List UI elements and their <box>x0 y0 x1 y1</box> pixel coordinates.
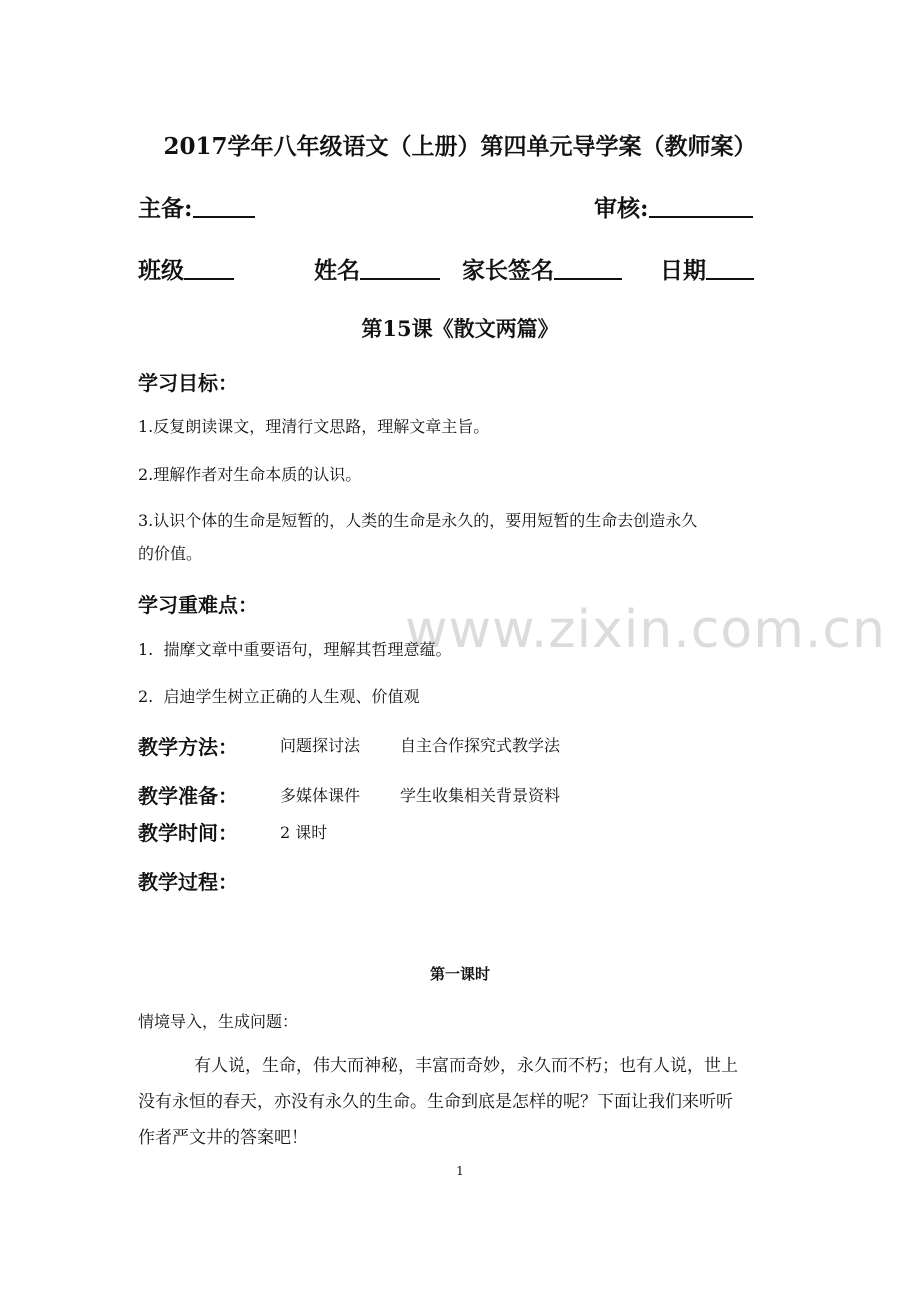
preparation-value-1: 多媒体课件 <box>280 786 361 805</box>
methods-value-1: 问题探讨法 <box>280 736 361 755</box>
lesson-title: 第15课《散文两篇》 <box>361 316 559 341</box>
name-field <box>314 252 440 285</box>
preparation-label: 教学准备： <box>138 784 238 808</box>
document-title: 2017学年八年级语文（上册）第四单元导学案（教师案） <box>163 133 757 160</box>
page-number: 1 <box>456 1164 464 1178</box>
process-label: 教学过程： <box>138 870 238 894</box>
intro-paragraph <box>138 1048 778 1156</box>
reviewed-by-field <box>594 190 753 223</box>
class-label: 班级 <box>138 257 184 284</box>
intro-line: 没有永恒的春天，亦没有永久的生命。生命到底是怎样的呢？下面让我们来听听 <box>138 1092 733 1112</box>
reviewed-by-label: 审核: <box>594 195 649 222</box>
time-value: 2 课时 <box>280 823 328 842</box>
reviewed-by-blank <box>649 196 753 218</box>
date-label: 日期 <box>660 257 706 284</box>
name-blank <box>360 258 440 280</box>
time-label: 教学时间： <box>138 821 238 845</box>
prepared-by-label: 主备: <box>138 195 193 222</box>
prepared-by-blank <box>193 196 255 218</box>
methods-label: 教学方法： <box>138 735 238 759</box>
name-label: 姓名 <box>314 257 360 284</box>
intro-label: 情境导入，生成问题： <box>138 1012 299 1031</box>
objectives-heading: 学习目标： <box>138 371 238 395</box>
watermark-text: www.zixin.com.cn <box>405 600 886 660</box>
preparation-value-2: 学生收集相关背景资料 <box>400 786 561 805</box>
class-field <box>138 252 234 285</box>
objective-item: 2.理解作者对生命本质的认识。 <box>138 465 362 484</box>
intro-line: 作者严文井的答案吧！ <box>138 1128 308 1148</box>
date-blank <box>706 258 754 280</box>
date-field <box>660 252 754 285</box>
key-point-item: 2. 启迪学生树立正确的人生观、价值观 <box>138 687 420 706</box>
period-heading: 第一课时 <box>429 965 490 983</box>
prepared-by-field <box>138 190 255 223</box>
parent-signature-blank <box>554 258 622 280</box>
objective-item-continued: 的价值。 <box>138 544 203 563</box>
parent-signature-label: 家长签名 <box>462 257 554 284</box>
key-point-item: 1. 揣摩文章中重要语句，理解其哲理意蕴。 <box>138 640 452 659</box>
class-blank <box>184 258 234 280</box>
objective-item: 1.反复朗读课文，理清行文思路，理解文章主旨。 <box>138 417 490 436</box>
intro-line: 有人说，生命，伟大而神秘，丰富而奇妙，永久而不朽；也有人说，世上 <box>194 1056 738 1076</box>
key-points-heading: 学习重难点： <box>138 593 258 617</box>
objective-item: 3.认识个体的生命是短暂的，人类的生命是永久的，要用短暂的生命去创造永久 <box>138 511 698 530</box>
parent-signature-field <box>462 252 622 285</box>
methods-value-2: 自主合作探究式教学法 <box>400 736 561 755</box>
